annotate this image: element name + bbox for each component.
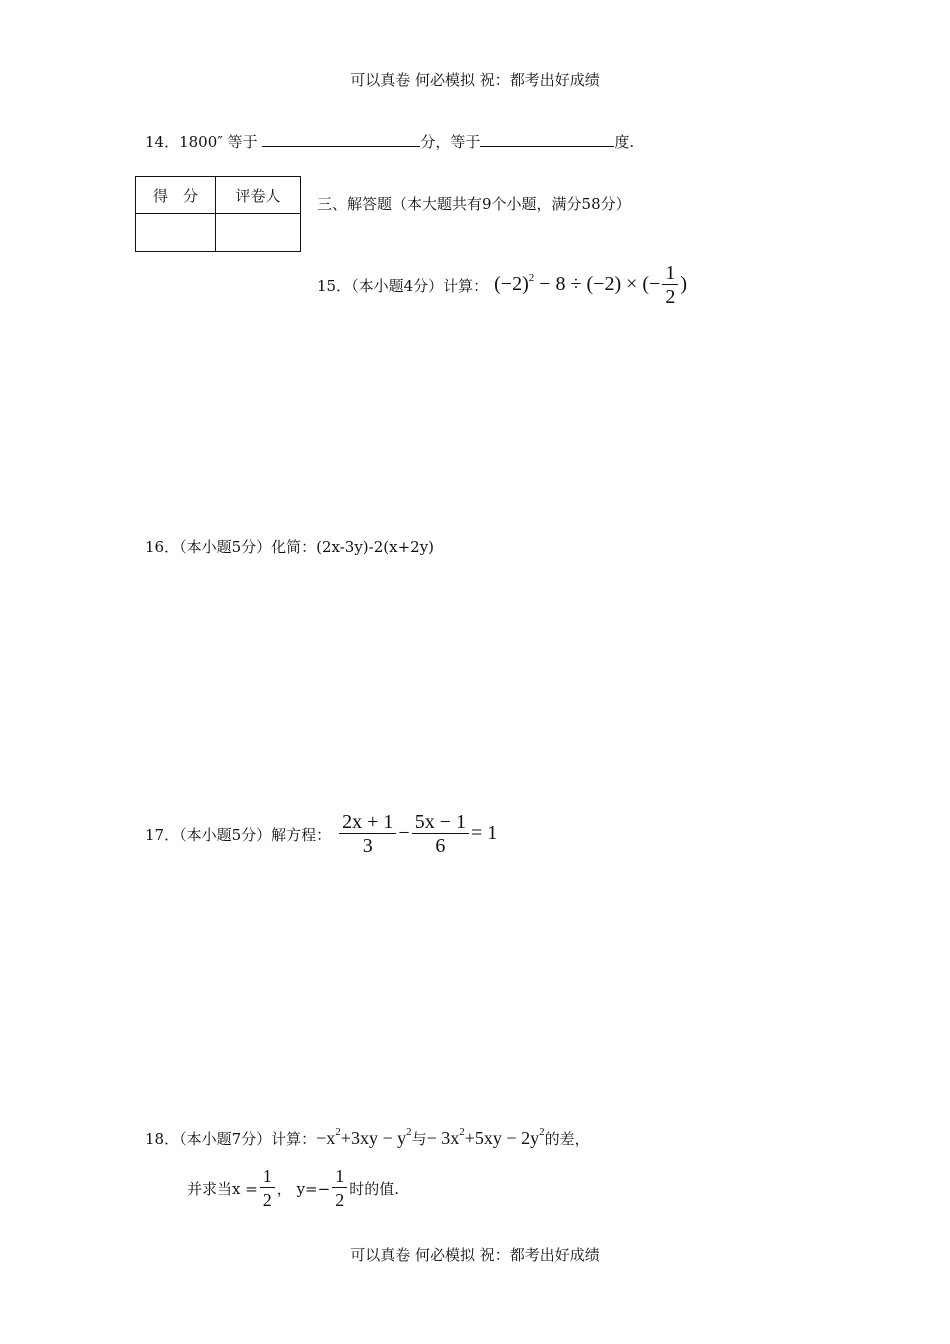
q17-f2-den: 6: [435, 834, 446, 857]
q17-fraction-1: [339, 811, 396, 858]
q18-e1: −x: [316, 1127, 336, 1148]
q18-e2-exp: 2: [406, 1125, 412, 1138]
q18-end: 的差，: [544, 1129, 590, 1148]
q18-line2-a: 并求当x =: [187, 1179, 258, 1198]
q17-f1-num: 2x + 1: [339, 811, 396, 834]
q18-e4-exp: 2: [539, 1125, 545, 1138]
q17-label: 17．（本小题5分）解方程：: [145, 825, 332, 844]
section-3-title: 三、解答题（本大题共有9个小题，满分58分）: [317, 195, 631, 213]
q17-minus: −: [398, 821, 410, 844]
grader-header: 评卷人: [216, 177, 301, 214]
page-footer: 可以真卷 何必模拟 祝：都考出好成绩: [350, 1246, 600, 1264]
q18-y-den: 2: [335, 1189, 345, 1210]
q14-prefix: 14．1800″ 等于: [145, 133, 263, 151]
q14-suffix: 度.: [614, 133, 635, 151]
q18-and: 与: [411, 1129, 427, 1148]
q15-expr-b: − 8 ÷ (−2) × (−: [534, 272, 661, 295]
q15-expr-c: ): [680, 272, 687, 295]
question-17: [145, 806, 497, 862]
q15-exponent: 2: [528, 271, 535, 284]
q18-expression: [316, 1125, 412, 1149]
q15-frac-num: 1: [662, 262, 678, 285]
question-15: [317, 258, 687, 312]
q18-e3: − 3x: [426, 1127, 460, 1148]
q18-y-num: 1: [332, 1165, 347, 1188]
q18-line2-c: 时的值.: [349, 1179, 399, 1198]
q17-fraction-2: [412, 811, 469, 858]
q17-equation: [337, 811, 497, 858]
q14-mid: 分，等于: [420, 133, 481, 151]
q17-rhs: = 1: [470, 821, 498, 844]
q15-fraction: [662, 262, 678, 309]
question-18-line-2: [187, 1162, 399, 1214]
score-header: 得 分: [136, 177, 216, 214]
question-14: [145, 131, 634, 152]
q18-line2-b: ， y=−: [276, 1179, 331, 1198]
question-18: [145, 1124, 590, 1152]
q17-f2-num: 5x − 1: [412, 811, 469, 834]
q15-expression: [494, 262, 687, 309]
q15-frac-den: 2: [665, 285, 676, 308]
score-table: [135, 176, 301, 252]
q18-e4: +5xy − 2y: [464, 1127, 540, 1148]
page-header: 可以真卷 何必模拟 祝：都考出好成绩: [350, 71, 600, 89]
q18-y-fraction: [332, 1165, 347, 1212]
q18-e3-exp: 2: [459, 1125, 465, 1138]
q18-label: 18．（本小题7分）计算：: [145, 1129, 317, 1148]
grader-cell[interactable]: [216, 214, 301, 252]
q14-blank-minutes[interactable]: [262, 132, 420, 147]
q15-expr-a: (−2): [494, 272, 529, 295]
score-cell[interactable]: [136, 214, 216, 252]
q18-x-fraction: [260, 1165, 275, 1212]
q18-x-num: 1: [260, 1165, 275, 1188]
q18-e1-exp: 2: [335, 1125, 341, 1138]
q17-f1-den: 3: [362, 834, 373, 857]
q18-e2: +3xy − y: [340, 1127, 407, 1148]
q18-expression-2: [426, 1125, 545, 1149]
question-16: 16．（本小题5分）化简：(2x-3y)-2(x+2y): [145, 538, 435, 556]
q18-x-den: 2: [262, 1189, 272, 1210]
q14-blank-degrees[interactable]: [480, 132, 614, 147]
q15-label: 15．（本小题4分）计算：: [317, 276, 489, 295]
